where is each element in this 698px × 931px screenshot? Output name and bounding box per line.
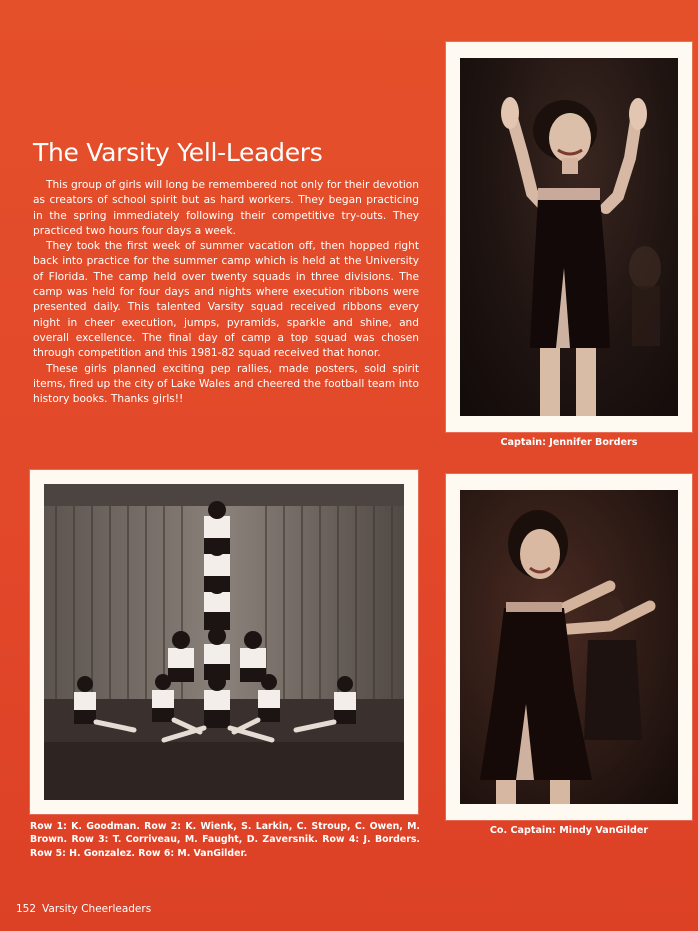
- article-body: [33, 178, 419, 407]
- paragraph-3: These girls planned exciting pep rallies, made posters, sold spirit items, fired up the city of Lake Wales and cheered the football team into history books. Thanks girls!!: [33, 362, 419, 406]
- page-number: 152: [16, 903, 37, 915]
- page-footer: [16, 903, 157, 915]
- co-captain-photo-frame: [446, 474, 692, 820]
- group-caption: Row 1: K. Goodman. Row 2: K. Wienk, S. Larkin, C. Stroup, C. Owen, M. Brown. Row 3: T. Corriveau, M. Faught, D. Zaversnik. Row 4: J. Borders. Row 5: H. Gonzalez. Row 6: M. VanGilder.: [30, 821, 420, 859]
- co-captain-photo-illustration: [460, 490, 678, 804]
- captain-caption: Captain: Jennifer Borders: [500, 437, 638, 448]
- paragraph-1: This group of girls will long be remembered not only for their devotion as creators of school spirit but as hard workers. They began practicing in the spring immediately following their competitive try-outs. They practiced two hours four days a week.: [33, 179, 419, 237]
- captain-photo-frame: [446, 42, 692, 432]
- pyramid-photo-illustration: [44, 484, 404, 800]
- section-name: Varsity Cheerleaders: [42, 903, 152, 915]
- group-photo: [44, 484, 404, 800]
- co-captain-photo: [460, 490, 678, 804]
- paragraph-2: They took the first week of summer vacation off, then hopped right back into practice for the summer camp which is held at the University of Florida. The camp held over twenty squads in three divisions. The camp was held for four days and nights where execution ribbons were presented daily. This talented Varsity squad received ribbons every night in cheer execution, jumps, pyramids, sparkle and shine, and overall excellence. The final day of camp a top squad was chosen through competition and this 1981-82 squad received that honor.: [33, 240, 419, 360]
- captain-photo-illustration: [460, 58, 678, 416]
- group-photo-frame: [30, 470, 418, 814]
- page-title: The Varsity Yell-Leaders: [33, 138, 323, 167]
- co-captain-caption: Co. Captain: Mindy VanGilder: [489, 825, 649, 836]
- captain-photo: [460, 58, 678, 416]
